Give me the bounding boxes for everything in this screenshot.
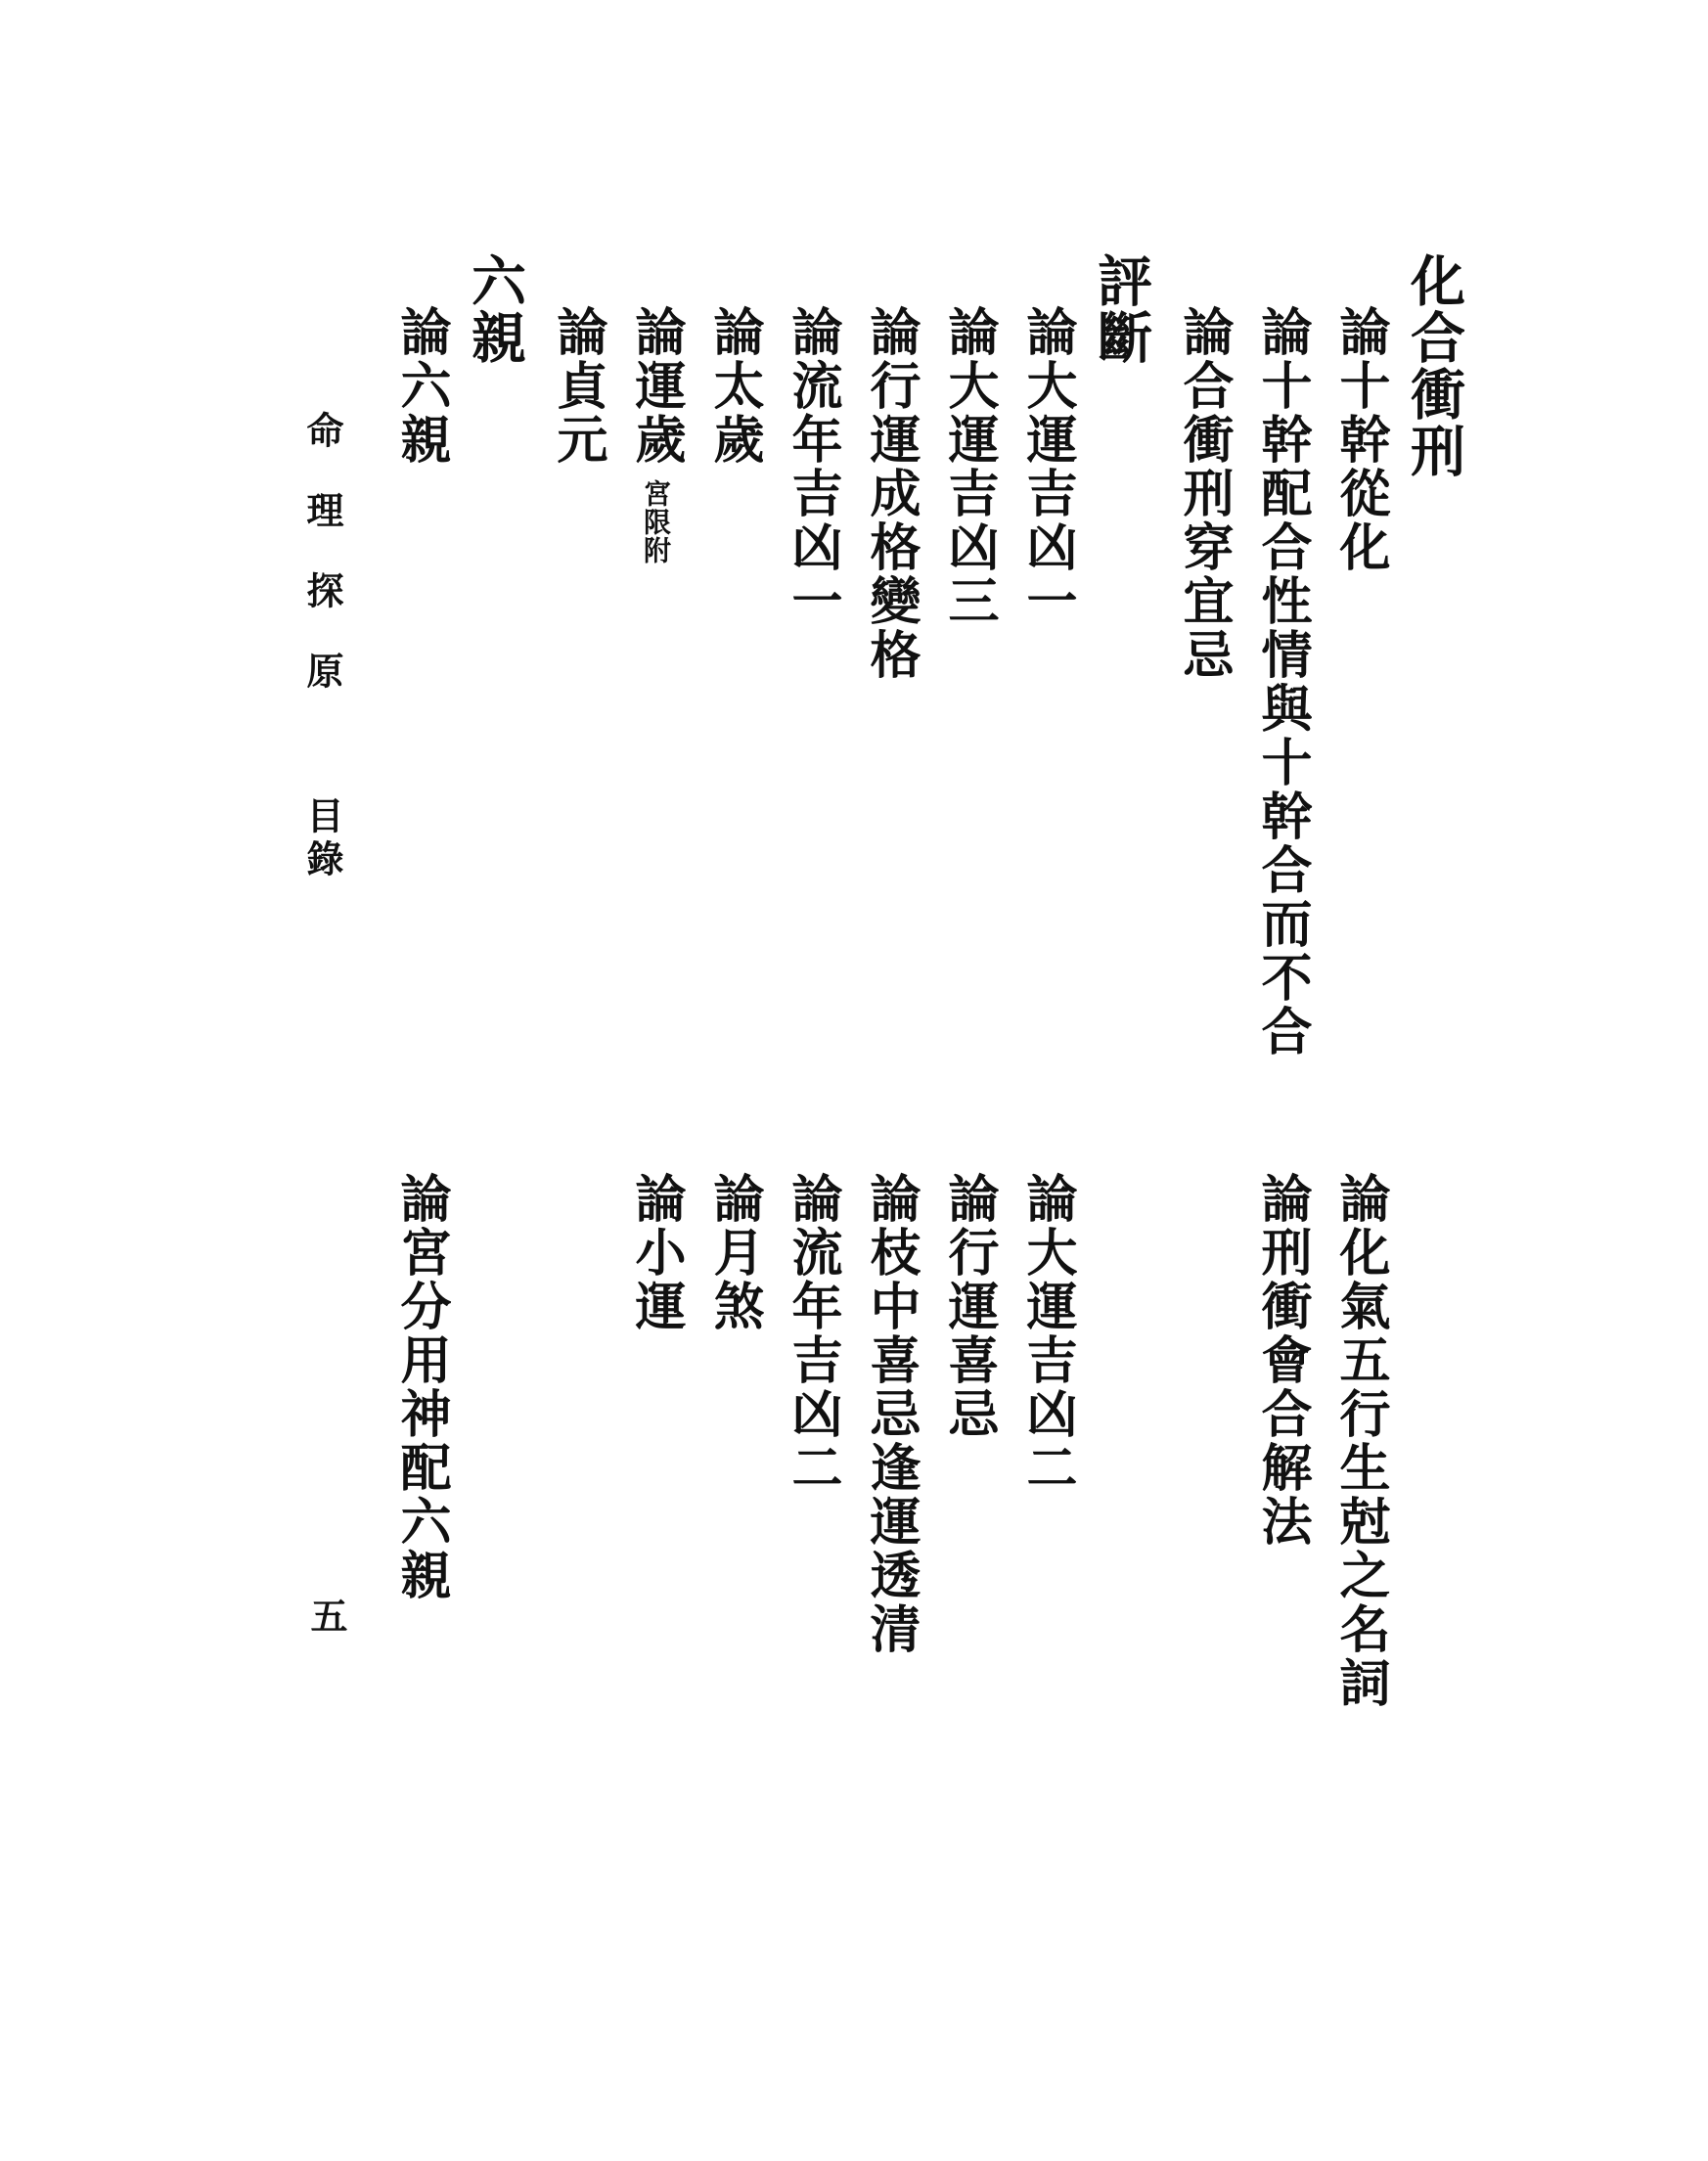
toc-entry: 論運歲 (626, 305, 686, 467)
toc-entry-annotation: 宮限附 (640, 479, 672, 564)
toc-entry: 論化氣五行生尅之名詞 (1330, 1172, 1390, 1710)
toc-entry: 論月煞 (704, 1172, 764, 1333)
section-heading: 六親 (463, 252, 527, 366)
page-number: 五 (304, 1597, 348, 1634)
toc-entry: 論小運 (626, 1172, 686, 1333)
section-heading: 評斷 (1089, 252, 1153, 366)
toc-entry: 論太歲 (704, 305, 764, 467)
toc-entry: 論流年吉凶一 (783, 305, 842, 628)
toc-entry: 論大運吉凶二 (1017, 1172, 1077, 1495)
section-heading: 化合衝刑 (1402, 252, 1466, 479)
toc-entry: 論大運吉凶一 (1017, 305, 1077, 628)
toc-entry: 論合衝刑穿宜忌 (1174, 305, 1234, 682)
toc-entry: 論六親 (391, 305, 451, 467)
toc-entry: 論宮分用神配六親 (391, 1172, 451, 1602)
toc-entry: 論十幹從化 (1330, 305, 1390, 574)
running-head-section: 目錄 (300, 796, 344, 882)
toc-entry: 論十幹配合性情與十幹合而不合 (1252, 305, 1312, 1058)
running-head-title: 命理探原 (300, 411, 344, 732)
toc-entry: 論流年吉凶二 (783, 1172, 842, 1495)
toc-entry: 論行運成格變格 (861, 305, 921, 682)
toc-entry: 論行運喜忌 (939, 1172, 999, 1441)
toc-entry: 論貞元 (548, 305, 607, 467)
toc-entry: 論枝中喜忌逢運透清 (861, 1172, 921, 1656)
toc-entry: 論刑衝會合解法 (1252, 1172, 1312, 1549)
toc-entry: 論大運吉凶三 (939, 305, 999, 628)
